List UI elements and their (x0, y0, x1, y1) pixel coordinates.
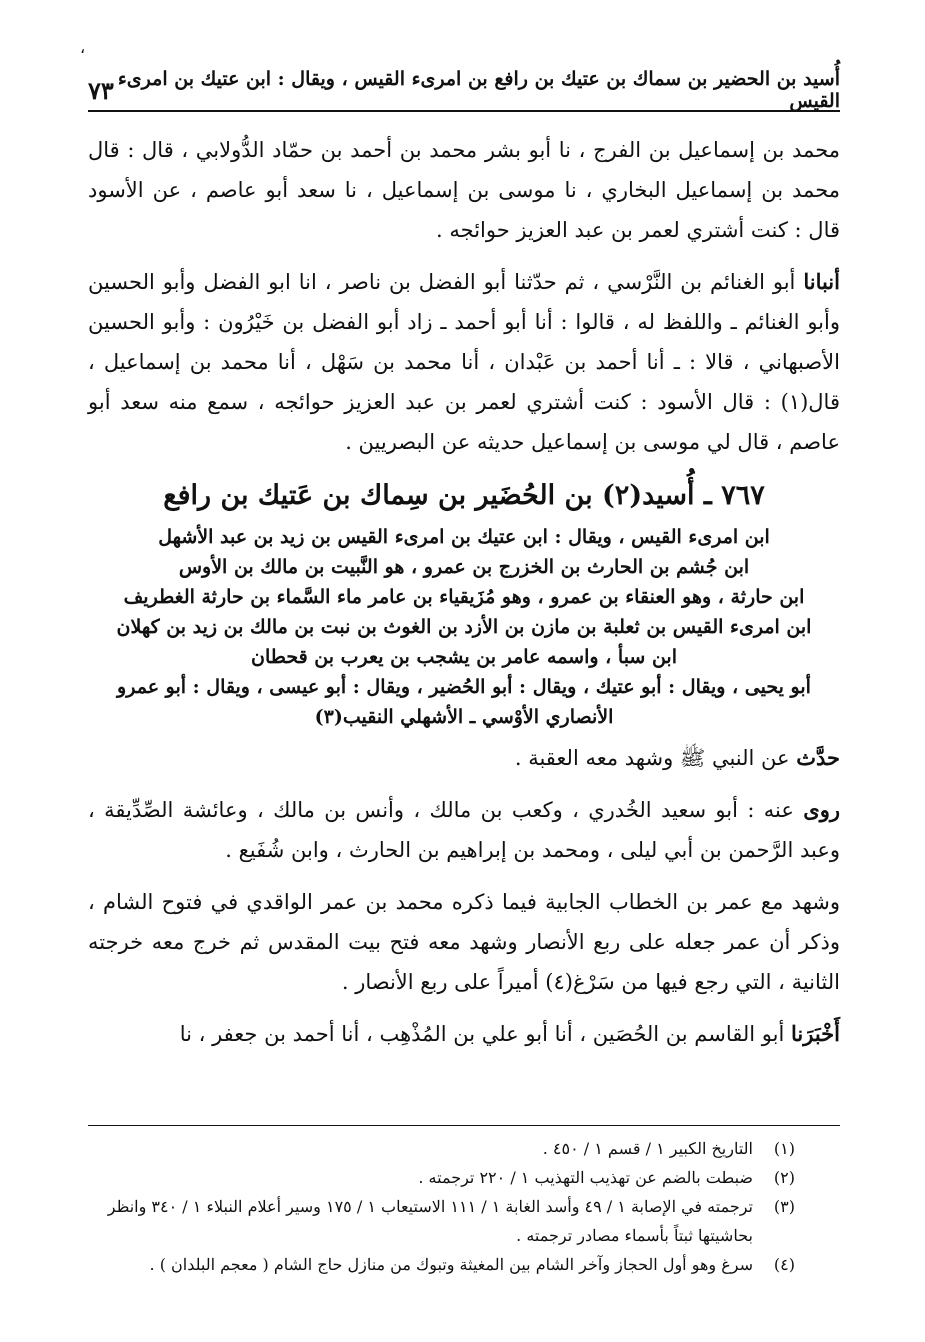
lineage-line: الأنصاري الأوْسي ـ الأشهلي النقيب(٣) (314, 706, 614, 728)
running-title: أُسيد بن الحضير بن سماك بن عتيك بن رافع بن امرىء القيس ، ويقال : ابن عتيك بن امرىء القيس (117, 68, 840, 112)
lineage-line: ابن جُشم بن الحارث بن الخزرج بن عمرو ، هو النَّبيت بن مالك بن الأوس (178, 556, 750, 578)
footnote-number: (٤) (773, 1255, 795, 1274)
main-text (88, 130, 840, 1066)
paragraph-lead: حدَّث (796, 745, 840, 770)
entry-lineage (88, 522, 840, 732)
footnote-number: (١) (773, 1139, 795, 1158)
paragraph-text: وشهد مع عمر بن الخطاب الجابية فيما ذكره محمد بن عمر الواقدي في فتوح الشام ، وذكر أن عمر جعله على ربع الأنصار وشهد معه فتح بيت المقدس ثم خرج معه خرجته الثانية ، التي رجع فيها من سَرْغ(٤) أميراً على ربع الأنصار . (88, 890, 840, 994)
paragraph-lead: أَخْبَرَنا (791, 1021, 840, 1046)
page-mark: ، (80, 38, 86, 57)
paragraph-text: أبو الغنائم بن النَّرْسي ، ثم حدّثنا أبو الفضل بن ناصر ، انا ابو الفضل وأبو الحسين وأبو الغنائم ـ واللفظ له ، قالوا : أنا أبو أحمد ـ زاد أبو الفضل بن خَيْرُون : وأبو الحسين الأصبهاني ، قالا : ـ أنا أحمد بن عَبْدان ، أنا محمد بن سَهْل ، أنا محمد بن إسماعيل ، قال(١) : قال الأسود : كنت أشتري لعمر بن عبد العزيز حوائجه ، سمع منه سعد أبو عاصم ، قال لي موسى بن إسماعيل حديثه عن البصريين . (88, 270, 840, 454)
footnote-text: ضبطت بالضم عن تهذيب التهذيب ١ / ٢٢٠ ترجمته . (418, 1168, 753, 1187)
footnote-text: سرغ وهو أول الحجاز وآخر الشام بين المغيثة وتبوك من منازل حاج الشام ( معجم البلدان ) . (149, 1255, 753, 1274)
lineage-line: ابن سبأ ، واسمه عامر بن يشجب بن يعرب بن قحطان (251, 646, 677, 668)
paragraph-text: محمد بن إسماعيل بن الفرج ، نا أبو بشر محمد بن أحمد بن حمّاد الدُّولابي ، قال : قال محمد بن إسماعيل البخاري ، نا موسى بن إسماعيل ، نا سعد أبو عاصم ، عن الأسود قال : كنت أشتري لعمر بن عبد العزيز حوائجه . (88, 138, 840, 242)
footnote (88, 1134, 795, 1163)
lineage-line: أبو يحيى ، ويقال : أبو عتيك ، ويقال : أبو الحُضير ، ويقال : أبو عيسى ، ويقال : أبو عمرو (117, 676, 811, 698)
footnote (88, 1163, 795, 1192)
paragraph (88, 1014, 840, 1054)
footnote (88, 1250, 795, 1279)
paragraph-text: أبو القاسم بن الحُصَين ، أنا أبو علي بن المُذْهِب ، أنا أحمد بن جعفر ، نا (179, 1022, 792, 1046)
page-number: ٧٣ (88, 75, 114, 105)
entry-title: ٧٦٧ ـ أُسيد(٢) بن الحُضَير بن سِماك بن عَتيك بن رافع (163, 480, 765, 511)
paragraph-text: عن النبي ﷺ وشهد معه العقبة . (514, 746, 797, 770)
paragraph (88, 262, 840, 462)
footnotes (88, 1125, 840, 1279)
lineage-line: ابن امرىء القيس بن ثعلبة بن مازن بن الأزد بن الغوث بن نبت بن مالك بن زيد بن كهلان (116, 616, 812, 638)
paragraph (88, 790, 840, 870)
footnote-number: (٣) (773, 1197, 795, 1216)
paragraph (88, 130, 840, 250)
paragraph-text: عنه : أبو سعيد الخُدري ، وكعب بن مالك ، وأنس بن مالك ، وعائشة الصِّدِّيقة ، وعبد الرَّحمن بن أبي ليلى ، ومحمد بن إبراهيم بن الحارث ، وابن شُفَيع . (88, 798, 840, 862)
paragraph (88, 882, 840, 1002)
lineage-line: ابن حارثة ، وهو العنقاء بن عمرو ، وهو مُزَيقياء بن عامر ماء السَّماء بن حارثة الغطريف (123, 586, 805, 608)
page-header (88, 70, 840, 112)
paragraph (88, 738, 840, 778)
footnote-text: ترجمته في الإصابة ١ / ٤٩ وأسد الغابة ١ / ١١١ الاستيعاب ١ / ١٧٥ وسير أعلام النبلاء ١ / ٣٤٠ وانظر بحاشيتها ثبتاً بأسماء مصادر ترجمته . (107, 1197, 753, 1245)
paragraph-lead: روى (803, 797, 840, 822)
paragraph-lead: أنبانا (803, 269, 840, 294)
footnote (88, 1192, 795, 1250)
lineage-line: ابن امرىء القيس ، ويقال : ابن عتيك بن امرىء القيس بن زيد بن عبد الأشهل (158, 526, 770, 548)
footnote-text: التاريخ الكبير ١ / قسم ١ / ٤٥٠ . (542, 1139, 753, 1158)
footnote-number: (٢) (773, 1168, 795, 1187)
